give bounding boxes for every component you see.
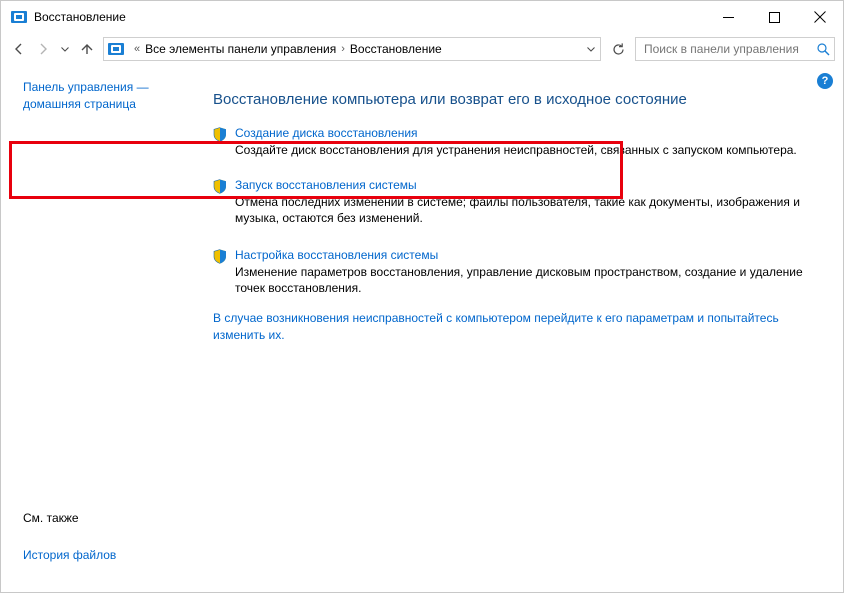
recent-pages-chevron-down-icon[interactable] — [55, 37, 75, 61]
search-icon[interactable] — [812, 38, 834, 60]
back-arrow-icon[interactable] — [7, 37, 31, 61]
task-configure-system-restore — [213, 248, 823, 296]
breadcrumb-overflow[interactable]: « — [134, 43, 141, 55]
forward-arrow-icon[interactable] — [31, 37, 55, 61]
search-box[interactable] — [635, 37, 835, 61]
address-chevron-down-icon[interactable] — [582, 38, 600, 60]
breadcrumb-item-recovery[interactable]: Восстановление — [349, 42, 442, 56]
task-description: Изменение параметров восстановления, управление дисковым пространством, создание и удаление точек восстановления. — [235, 265, 803, 295]
task-create-recovery-drive — [213, 126, 823, 158]
shield-icon — [213, 249, 227, 264]
page-title: Восстановление компьютера или возврат его в исходное состояние — [213, 91, 687, 108]
shield-icon — [213, 127, 227, 142]
breadcrumb-item-all-control-panel-items[interactable]: Все элементы панели управления — [145, 42, 337, 56]
search-input[interactable] — [642, 41, 812, 57]
close-button[interactable] — [797, 1, 843, 33]
window-body — [1, 65, 843, 592]
link-configure-system-restore[interactable]: Настройка восстановления системы — [235, 248, 439, 262]
link-create-recovery-drive[interactable]: Создание диска восстановления — [235, 126, 418, 140]
task-open-system-restore — [213, 178, 823, 226]
content-pane — [211, 65, 843, 592]
breadcrumb-chevron-icon[interactable]: › — [341, 43, 345, 55]
title-bar — [1, 1, 843, 33]
recovery-icon — [11, 9, 27, 25]
refresh-icon[interactable] — [607, 37, 629, 61]
link-pc-settings-note[interactable]: В случае возникновения неисправностей с компьютером перейдите к его параметрам и попытайтесь изменить их. — [213, 311, 779, 342]
window-title: Восстановление — [34, 10, 126, 24]
minimize-button[interactable] — [705, 1, 751, 33]
address-bar — [1, 33, 843, 65]
sidebar-item-file-history[interactable]: История файлов — [23, 548, 117, 562]
link-open-system-restore[interactable]: Запуск восстановления системы — [235, 178, 417, 192]
task-list — [213, 126, 823, 296]
sidebar — [1, 65, 211, 592]
sidebar-item-control-panel-home[interactable]: Панель управления — домашняя страница — [23, 80, 149, 111]
address-input[interactable] — [103, 37, 601, 61]
up-arrow-icon[interactable] — [75, 37, 99, 61]
control-panel-icon — [108, 41, 124, 57]
maximize-button[interactable] — [751, 1, 797, 33]
shield-icon — [213, 179, 227, 194]
see-also-label: См. также — [23, 511, 79, 525]
task-description: Отмена последних изменений в системе; файлы пользователя, такие как документы, изображения и музыка, остаются без изменений. — [235, 195, 800, 225]
sidebar-see-also-section — [23, 511, 203, 564]
task-description: Создайте диск восстановления для устранения неисправностей, связанных с запуском компьютера. — [235, 143, 797, 157]
window-controls — [705, 1, 843, 33]
help-icon[interactable]: ? — [817, 73, 833, 89]
